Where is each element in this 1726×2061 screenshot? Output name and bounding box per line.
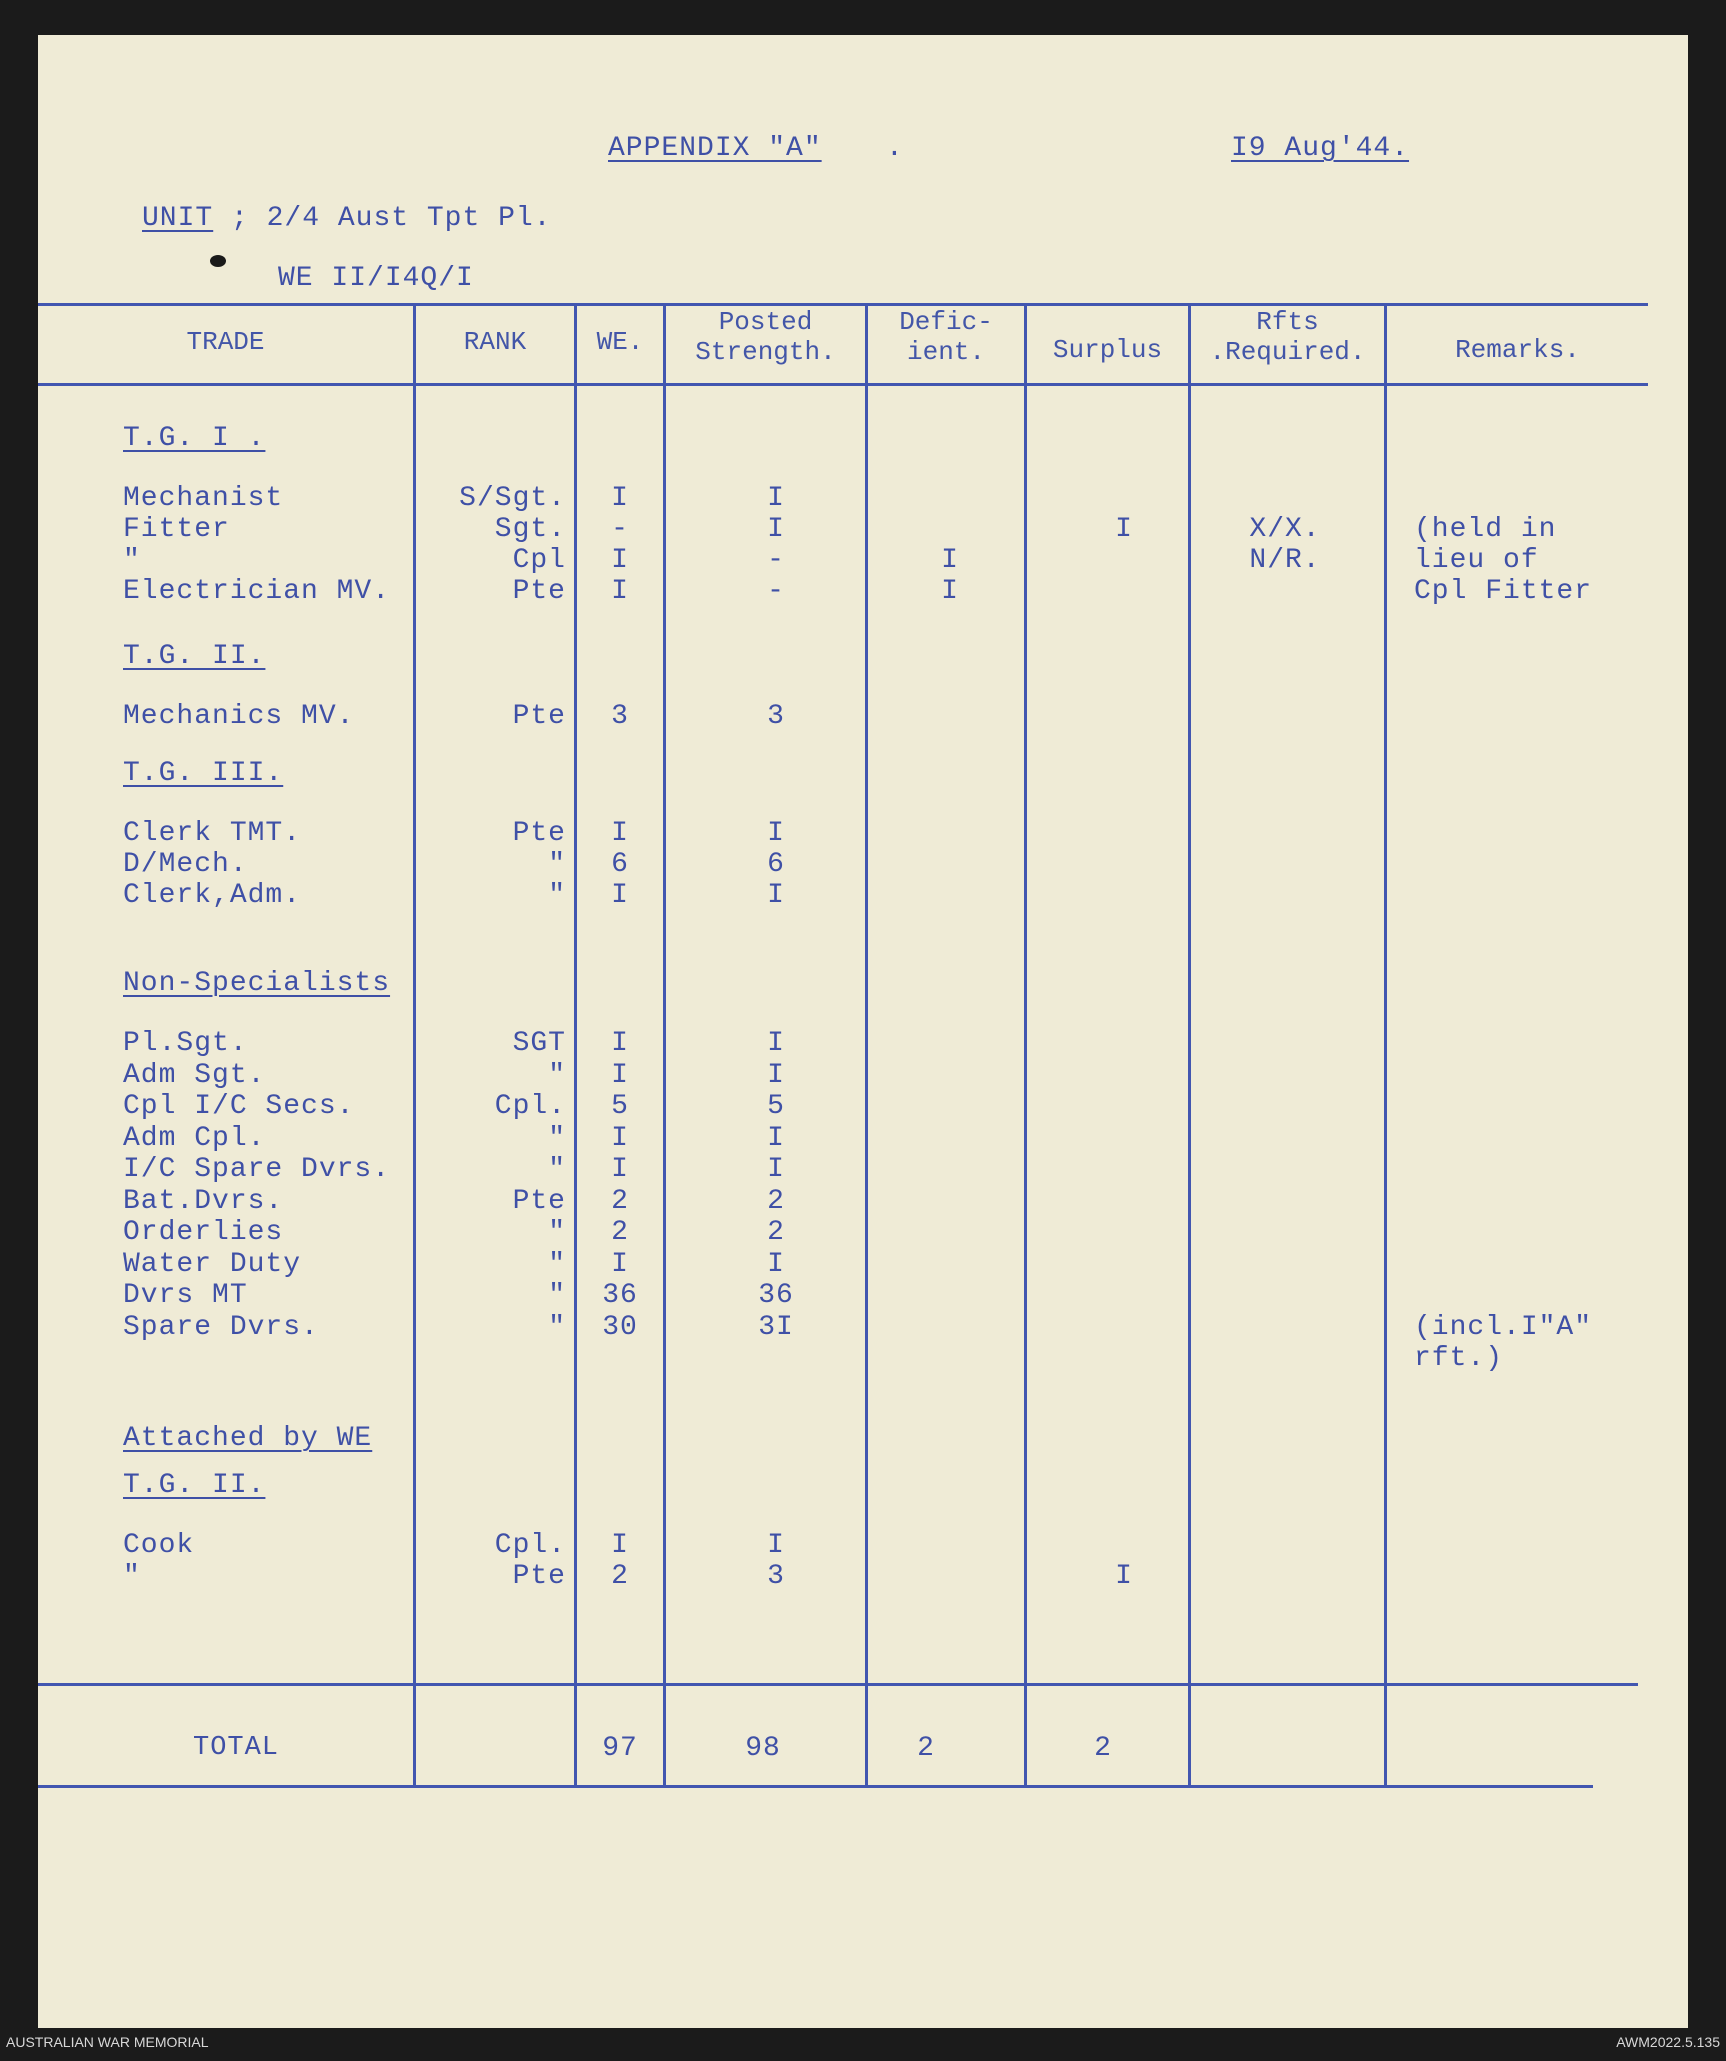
table-top-rule bbox=[38, 303, 1648, 306]
col-header-rfts: Rfts .Required. bbox=[1209, 307, 1366, 367]
col-rule-deficient bbox=[865, 303, 868, 1785]
cell-we: 30 bbox=[602, 1311, 638, 1343]
cell-remarks: (held in bbox=[1414, 514, 1557, 545]
cell-rfts: X/X. bbox=[1249, 514, 1321, 545]
cell-rfts: N/R. bbox=[1249, 545, 1321, 576]
cell-trade: D/Mech. bbox=[123, 849, 248, 880]
cell-trade: " bbox=[123, 545, 141, 576]
cell-rank: " bbox=[548, 849, 566, 880]
footer-archive-name: AUSTRALIAN WAR MEMORIAL bbox=[6, 2034, 209, 2050]
cell-posted: I bbox=[767, 1248, 785, 1280]
cell-trade: Water Duty bbox=[123, 1248, 302, 1280]
cell-trade: Adm Cpl. bbox=[123, 1122, 266, 1154]
cell-posted: 2 bbox=[767, 1217, 785, 1248]
cell-posted: - bbox=[767, 576, 785, 607]
cell-trade: Orderlies bbox=[123, 1217, 284, 1248]
cell-posted: I bbox=[767, 1028, 785, 1059]
cell-rank: Pte bbox=[512, 576, 566, 607]
cell-we: I bbox=[611, 1059, 629, 1091]
cell-rank: " bbox=[548, 1280, 566, 1311]
document-date: I9 Aug'44. bbox=[1231, 133, 1410, 164]
cell-posted: I bbox=[767, 1059, 785, 1091]
cell-we: - bbox=[611, 514, 629, 545]
total-label: TOTAL bbox=[193, 1733, 280, 1763]
total-deficient: 2 bbox=[917, 1733, 935, 1764]
unit-label: UNIT bbox=[142, 203, 214, 234]
col-header-surplus: Surplus bbox=[1052, 335, 1163, 365]
unit-line bbox=[142, 205, 551, 233]
cell-we: I bbox=[611, 1530, 629, 1561]
cell-trade: Adm Sgt. bbox=[123, 1059, 266, 1091]
col-rule-surplus bbox=[1024, 303, 1027, 1785]
unit-value: ; 2/4 Aust Tpt Pl. bbox=[213, 203, 552, 234]
section-heading: T.G. II. bbox=[123, 1470, 266, 1501]
cell-rank: S/Sgt. bbox=[459, 483, 566, 514]
section-heading: T.G. III. bbox=[123, 758, 284, 789]
section-heading: Attached by WE bbox=[123, 1423, 373, 1454]
cell-we: I bbox=[611, 880, 629, 911]
cell-rank: Cpl bbox=[512, 545, 566, 576]
header-rule bbox=[38, 383, 1648, 386]
cell-trade: Mechanics MV. bbox=[123, 701, 355, 732]
cell-posted: 3I bbox=[758, 1311, 794, 1343]
cell-we: I bbox=[611, 576, 629, 607]
we-reference: WE II/I4Q/I bbox=[278, 263, 474, 294]
col-header-deficient: Defic- ient. bbox=[899, 307, 993, 367]
cell-posted: 2 bbox=[767, 1185, 785, 1217]
ink-blot bbox=[210, 255, 226, 267]
cell-we: I bbox=[611, 1154, 629, 1185]
cell-trade: Cpl I/C Secs. bbox=[123, 1091, 355, 1122]
cell-posted: I bbox=[767, 483, 785, 514]
cell-we: I bbox=[611, 818, 629, 849]
cell-we: I bbox=[611, 483, 629, 514]
cell-deficient: I bbox=[941, 576, 959, 607]
cell-posted: 3 bbox=[767, 701, 785, 732]
cell-rank: Pte bbox=[512, 818, 566, 849]
cell-rank: Sgt. bbox=[494, 514, 566, 545]
cell-trade: Spare Dvrs. bbox=[123, 1311, 319, 1343]
total-we: 97 bbox=[602, 1733, 638, 1764]
cell-rank: " bbox=[548, 880, 566, 911]
col-rule-remarks bbox=[1384, 303, 1387, 1785]
cell-posted: I bbox=[767, 1122, 785, 1154]
cell-trade: Clerk TMT. bbox=[123, 818, 302, 849]
cell-surplus: I bbox=[1115, 514, 1133, 545]
cell-rank: " bbox=[548, 1248, 566, 1280]
total-top-rule bbox=[38, 1683, 1638, 1686]
total-surplus: 2 bbox=[1094, 1733, 1112, 1764]
cell-we: 5 bbox=[611, 1091, 629, 1122]
cell-rank: SGT bbox=[512, 1028, 566, 1059]
col-rule-posted bbox=[663, 303, 666, 1785]
cell-posted: I bbox=[767, 818, 785, 849]
col-rule-rfts bbox=[1188, 303, 1191, 1785]
cell-posted: 3 bbox=[767, 1561, 785, 1592]
total-bottom-rule bbox=[38, 1785, 1593, 1788]
total-posted: 98 bbox=[745, 1733, 781, 1764]
col-rule-we bbox=[574, 303, 577, 1785]
cell-trade: Dvrs MT bbox=[123, 1280, 248, 1311]
cell-we: 2 bbox=[611, 1561, 629, 1592]
cell-rank: Cpl. bbox=[494, 1530, 566, 1561]
document-page bbox=[38, 35, 1688, 2028]
section-heading: T.G. II. bbox=[123, 641, 266, 672]
col-header-rank: RANK bbox=[463, 327, 527, 357]
cell-trade: Electrician MV. bbox=[123, 576, 391, 607]
cell-posted: I bbox=[767, 1154, 785, 1185]
cell-rank: " bbox=[548, 1154, 566, 1185]
cell-remarks: (incl.I"A" bbox=[1414, 1311, 1593, 1343]
col-header-we: WE. bbox=[596, 327, 644, 357]
cell-rank: " bbox=[548, 1217, 566, 1248]
cell-deficient: I bbox=[941, 545, 959, 576]
cell-we: I bbox=[611, 1248, 629, 1280]
cell-rank: Pte bbox=[512, 701, 566, 732]
cell-trade: I/C Spare Dvrs. bbox=[123, 1154, 391, 1185]
cell-posted: 5 bbox=[767, 1091, 785, 1122]
cell-trade: Clerk,Adm. bbox=[123, 880, 302, 911]
cell-we: I bbox=[611, 1028, 629, 1059]
section-heading: T.G. I . bbox=[123, 423, 266, 454]
cell-trade: Cook bbox=[123, 1530, 195, 1561]
cell-posted: I bbox=[767, 880, 785, 911]
cell-we: 3 bbox=[611, 701, 629, 732]
cell-we: 6 bbox=[611, 849, 629, 880]
cell-posted: I bbox=[767, 1530, 785, 1561]
cell-rank: Pte bbox=[512, 1561, 566, 1592]
cell-posted: I bbox=[767, 514, 785, 545]
cell-trade: Fitter bbox=[123, 514, 230, 545]
cell-remarks: lieu of bbox=[1414, 545, 1539, 576]
col-header-remarks: Remarks. bbox=[1455, 335, 1580, 365]
cell-we: 2 bbox=[611, 1185, 629, 1217]
cell-trade: " bbox=[123, 1561, 141, 1592]
cell-rank: Pte bbox=[512, 1185, 566, 1217]
cell-we: I bbox=[611, 1122, 629, 1154]
cell-we: 36 bbox=[602, 1280, 638, 1311]
cell-trade: Pl.Sgt. bbox=[123, 1028, 248, 1059]
cell-remarks: rft.) bbox=[1414, 1343, 1504, 1374]
cell-rank: " bbox=[548, 1311, 566, 1343]
col-header-trade: TRADE bbox=[186, 327, 265, 357]
title-period: . bbox=[886, 133, 904, 164]
col-header-posted: Posted Strength. bbox=[695, 307, 836, 367]
section-heading: Non-Specialists bbox=[123, 968, 391, 999]
cell-trade: Mechanist bbox=[123, 483, 284, 514]
cell-rank: Cpl. bbox=[494, 1091, 566, 1122]
cell-rank: " bbox=[548, 1059, 566, 1091]
cell-posted: 6 bbox=[767, 849, 785, 880]
document-title: APPENDIX "A" bbox=[608, 133, 822, 164]
cell-trade: Bat.Dvrs. bbox=[123, 1185, 284, 1217]
footer-archive-id: AWM2022.5.135 bbox=[1616, 2034, 1720, 2050]
cell-posted: - bbox=[767, 545, 785, 576]
cell-we: 2 bbox=[611, 1217, 629, 1248]
col-rule-rank bbox=[413, 303, 416, 1785]
cell-we: I bbox=[611, 545, 629, 576]
cell-remarks: Cpl Fitter bbox=[1414, 576, 1593, 607]
cell-posted: 36 bbox=[758, 1280, 794, 1311]
cell-rank: " bbox=[548, 1122, 566, 1154]
cell-surplus: I bbox=[1115, 1561, 1133, 1592]
